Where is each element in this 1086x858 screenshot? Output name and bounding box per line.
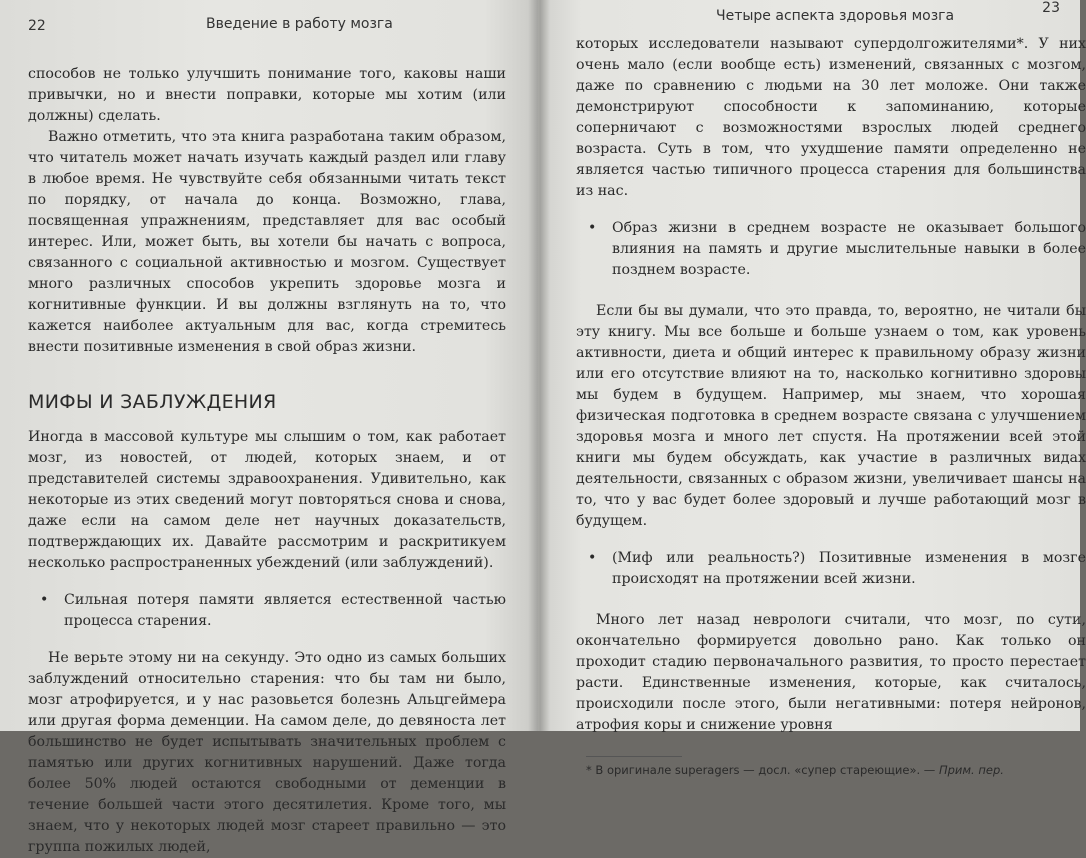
paragraph: которых исследователи называют супердолгожителями*. У них очень мало (если вообще есть) изменений, связанных с мозгом, даже по сравнению с людьми на 30 лет моложе. Они также демонстрируют способности к запоминанию, которые соперничают с возможностями взрослых людей среднего возраста. Суть в том, что ухудшение памяти определенно не является частью типичного процесса старения для большинства из нас. xyxy=(576,36,1086,199)
footnote-text: * В оригинале superagers — досл. «супер стареющие». — xyxy=(586,763,936,777)
bullet-text: (Миф или реальность?) Позитивные изменения в мозге происходят на протяжении всей жизни. xyxy=(612,550,1086,587)
paragraph: Важно отметить, что эта книга разработана таким образом, что читатель может начать изучать каждый раздел или главу в любое время. Не чувствуйте себя обязанными читать текст по порядку, от начала до конца. Возможно, глава, посвященная упражнениям, представляет для вас особый интерес. Или, может быть, вы хотели бы начать с вопроса, связанного с социальной активностью и мозгом. Существует много различных способов укрепить здоровье мозга и когнитивные функции. И вы должны взглянуть на то, что кажется наиболее актуальным для вас, когда стремитесь внести позитивные изменения в свой образ жизни. xyxy=(28,129,506,355)
left-page-body xyxy=(28,64,506,858)
paragraph: Иногда в массовой культуре мы слышим о том, как работает мозг, из новостей, от людей, которых знаем, и от представителей системы здравоохранения. Удивительно, как некоторые из этих сведений могут повторяться снова и снова, даже если на самом деле нет научных доказательств, подтверждающих их. Давайте рассмотрим и раскритикуем несколько распространенных убеждений (или заблуждений). xyxy=(28,429,506,571)
bullet-dot-icon: • xyxy=(588,220,597,236)
bullet-item xyxy=(576,548,1086,590)
footnote-rule xyxy=(586,756,682,757)
paragraph: Если бы вы думали, что это правда, то, вероятно, не читали бы эту книгу. Мы все больше и больше узнаем о том, как уровень активности, диета и общий интерес к правильному образу жизни или его отсутствие влияют на то, насколько когнитивно здоровы мы будем в будущем. Например, мы знаем, что хорошая физическая подготовка в среднем возрасте связана с улучшением здоровья мозга и много лет спустя. На протяжении всей этой книги мы будем обсуждать, как участие в различных видах деятельности, связанных с образом жизни, увеличивает шансы на то, что у вас будет более здоровый и лучше работающий мозг в будущем. xyxy=(576,303,1086,529)
left-running-head: Введение в работу мозга xyxy=(206,16,393,32)
bullet-dot-icon: • xyxy=(588,550,597,566)
footnote-abbr: Прим. пер. xyxy=(938,763,1004,777)
right-page-number: 23 xyxy=(1042,0,1060,16)
bullet-text: Образ жизни в среднем возрасте не оказывает большого влияния на память и другие мыслительные навыки в более позднем возрасте. xyxy=(612,220,1086,278)
bullet-item xyxy=(28,590,506,632)
paragraph: способов не только улучшить понимание того, каковы наши привычки, но и внести поправки, которые мы хотим (или должны) сделать. xyxy=(28,66,506,124)
footnote xyxy=(586,763,1080,777)
bullet-text: Сильная потеря памяти является естественной частью процесса старения. xyxy=(64,592,506,629)
left-page xyxy=(0,0,538,855)
paragraph: Много лет назад неврологи считали, что мозг, по сути, окончательно формируется довольно рано. Как только он проходит стадию первоначального развития, то просто перестает расти. Единственные изменения, которые, как считалось, происходили после этого, были негативными: потеря нейронов, атрофия коры и снижение уровня xyxy=(576,612,1086,733)
left-page-number: 22 xyxy=(28,18,46,34)
right-page xyxy=(538,0,1086,777)
bullet-item xyxy=(576,218,1086,281)
section-heading: МИФЫ И ЗАБЛУЖДЕНИЯ xyxy=(28,391,277,413)
book-gutter xyxy=(528,0,550,731)
bullet-dot-icon: • xyxy=(40,592,49,608)
right-running-head: Четыре аспекта здоровья мозга xyxy=(716,8,955,24)
right-page-body xyxy=(576,34,1086,736)
left-page-header xyxy=(28,16,518,46)
paragraph: Не верьте этому ни на секунду. Это одно из самых больших заблуждений относительно старения: что бы там ни было, мозг атрофируется, и у нас разовьется болезнь Альцгеймера или другая форма деменции. На самом деле, до девяноста лет большинство не будет испытывать значительных проблем с памятью или других когнитивных нарушений. Даже тогда более 50% людей остаются свободными от деменции в течение большей части этого десятилетия. Кроме того, мы знаем, что у некоторых людей мозг стареет правильно — это группа пожилых людей, xyxy=(28,650,506,855)
right-page-header xyxy=(576,0,1080,34)
